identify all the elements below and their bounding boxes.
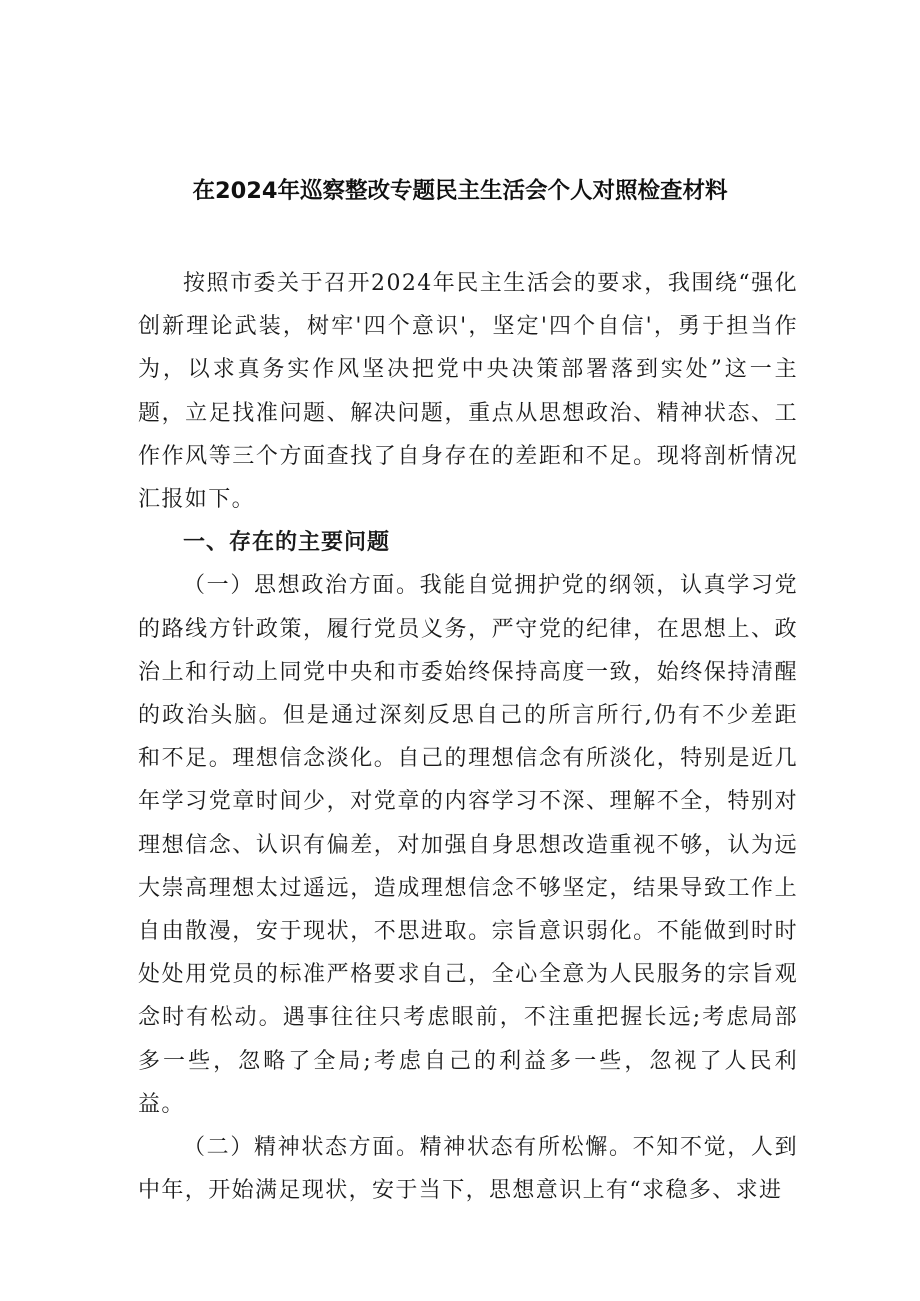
document-title: 在2024年巡察整改专题民主生活会个人对照检查材料 xyxy=(192,178,728,204)
intro-paragraph: 按照市委关于召开2024年民主生活会的要求，我围绕“强化创新理论武装，树牢'四个意识'，坚定'四个自信'，勇于担当作为，以求真务实作风坚决把党中央决策部署落到实处”这一主题，立足找准问题、解决问题，重点从思想政治、精神状态、工作作风等三个方面查找了自身存在的差距和不足。现将剖析情况汇报如下。 xyxy=(138,271,798,513)
section-heading-main-problems: 一、存在的主要问题 xyxy=(183,530,391,556)
political-thought-paragraph: （一）思想政治方面。我能自觉拥护党的纲领，认真学习党的路线方针政策，履行党员义务，严守党的纪律，在思想上、政治上和行动上同党中央和市委始终保持高度一致，始终保持清醒的政治头脑。但是通过深刻反思自己的所言所行,仍有不少差距和不足。理想信念淡化。自己的理想信念有所淡化，特别是近几年学习党章时间少，对党章的内容学习不深、理解不全，特别对理想信念、认识有偏差，对加强自身思想改造重视不够，认为远大崇高理想太过遥远，造成理想信念不够坚定，结果导致工作上自由散漫，安于现状，不思进取。宗旨意识弱化。不能做到时时处处用党员的标准严格要求自己，全心全意为人民服务的宗旨观念时有松动。遇事往往只考虑眼前，不注重把握长远;考虑局部多一些，忽略了全局;考虑自己的利益多一些，忽视了人民利益。 xyxy=(138,573,798,1117)
spirit-state-paragraph: （二）精神状态方面。精神状态有所松懈。不知不觉，人到中年，开始满足现状，安于当下，思想意识上有“求稳多、求进 xyxy=(138,1135,798,1204)
document-body xyxy=(138,262,798,1212)
